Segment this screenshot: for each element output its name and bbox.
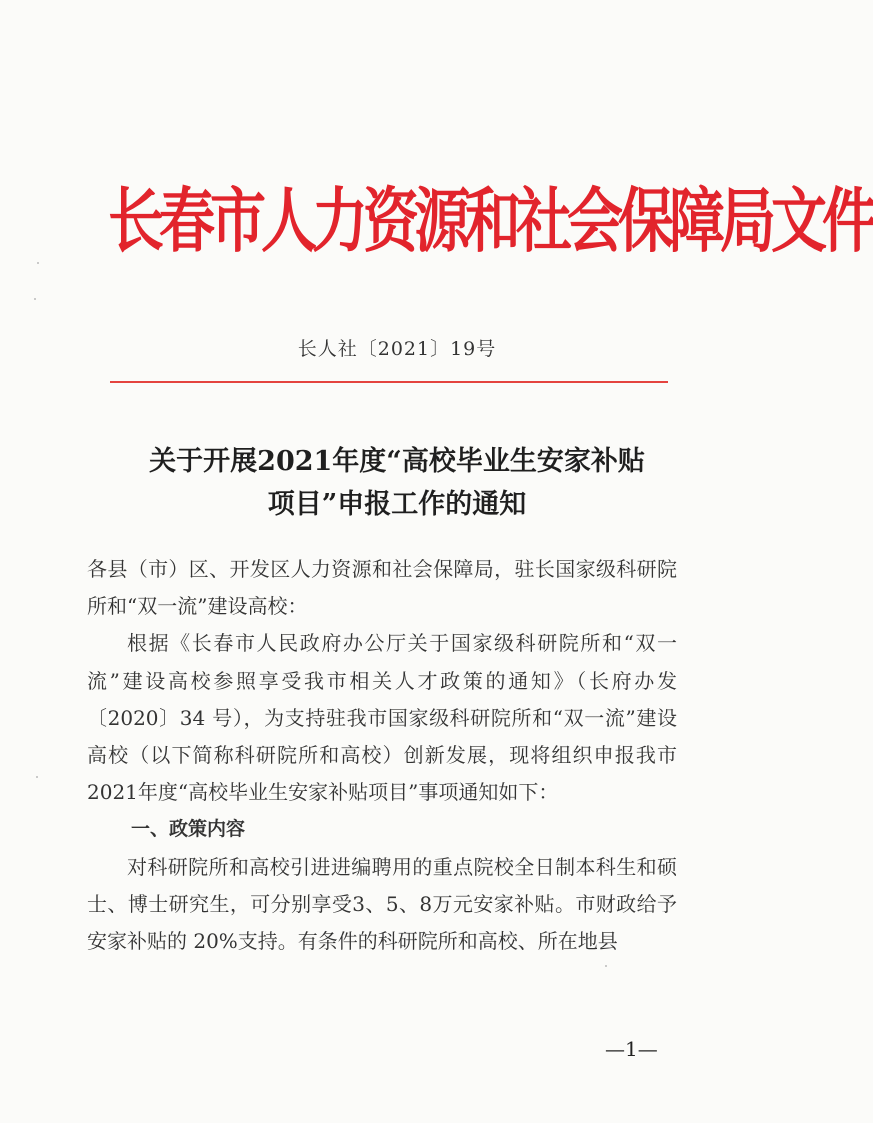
- masthead-title: 长春市人力资源和社会保障局文件: [108, 179, 873, 263]
- notice-title: [100, 440, 694, 526]
- scan-speck: [605, 965, 607, 967]
- body-paragraph-1: 根据《长春市人民政府办公厅关于国家级科研院所和“双一流”建设高校参照享受我市相关人才政策的通知》（长府办发〔2020〕34 号），为支持驻我市国家级科研院所和“双一流”建设高校（以下简称科研院所和高校）创新发展，现将组织申报我市2021年度“高校毕业生安家补贴项目”事项通知如下：: [87, 631, 677, 805]
- scan-speck: [34, 298, 36, 300]
- body-paragraph-2: 对科研院所和高校引进进编聘用的重点院校全日制本科生和硕士、博士研究生，可分别享受3、5、8万元安家补贴。市财政给予安家补贴的 20%支持。有条件的科研院所和高校、所在地县: [87, 854, 677, 954]
- section-heading-1: 一、政策内容: [131, 818, 246, 841]
- notice-title-line-1: 关于开展2021年度“高校毕业生安家补贴: [149, 446, 645, 477]
- scan-speck: [36, 776, 38, 778]
- page-number: —1—: [605, 1037, 658, 1061]
- scan-speck: [37, 262, 39, 264]
- document-body: [87, 551, 677, 960]
- red-separator-rule: [110, 381, 668, 383]
- notice-title-line-2: 项目”申报工作的通知: [267, 489, 527, 520]
- salutation: 各县（市）区、开发区人力资源和社会保障局，驻长国家级科研院所和“双一流”建设高校：: [87, 557, 677, 619]
- document-number: 长人社〔2021〕19号: [297, 338, 497, 360]
